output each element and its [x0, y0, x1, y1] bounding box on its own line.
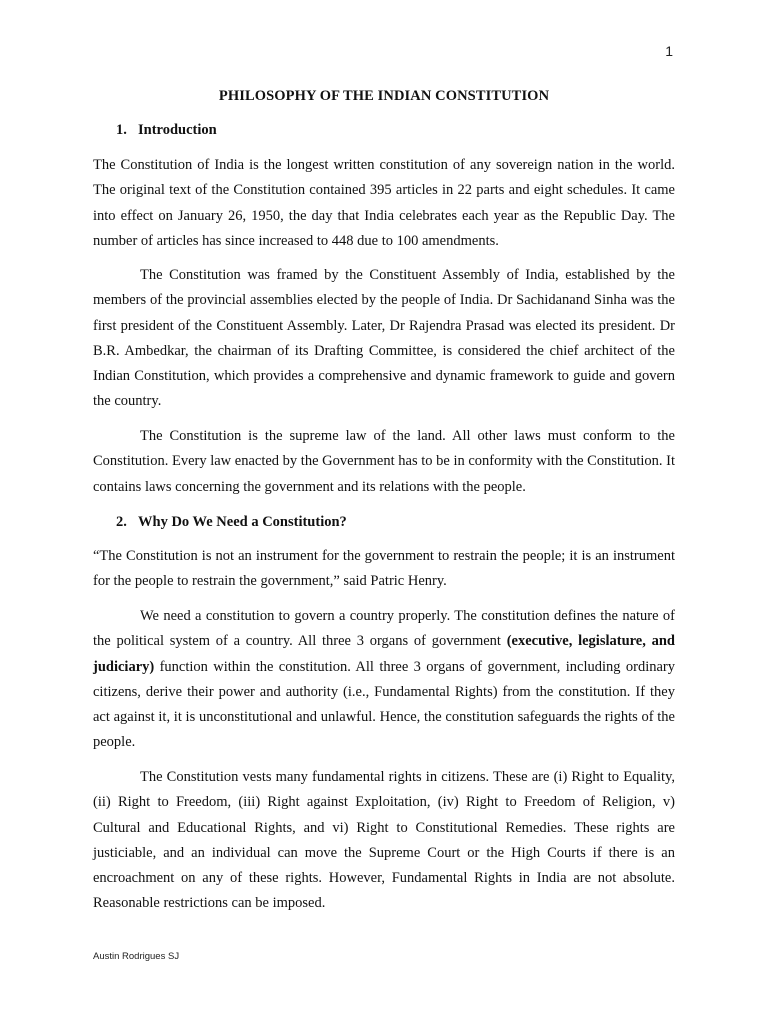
document-title: PHILOSOPHY OF THE INDIAN CONSTITUTION [218, 88, 550, 104]
page-number: 1 [665, 43, 673, 59]
section-number: 1. [116, 122, 127, 138]
section-heading-text: Introduction [138, 122, 217, 138]
footer-author: Austin Rodrigues SJ [93, 951, 180, 962]
paragraph-text: We need a constitution to govern a country properly. The constitution defines the nature of the political system of a country. All three 3 organs of government [93, 608, 675, 650]
quote-paragraph: “The Constitution is not an instrument for the government to restrain the people; it is an instrument for the people to restrain the government,” said Patric Henry. [93, 548, 675, 590]
section-heading-introduction [116, 122, 217, 139]
section-heading-why-constitution [116, 514, 347, 531]
paragraph: The Constitution of India is the longest written constitution of any sovereign nation in the world. The original text of the Constitution contained 395 articles in 22 parts and eight schedules. It came into effect on January 26, 1950, the day that India celebrates each year as the Republic Day. The number of articles has since increased to 448 due to 100 amendments. [93, 157, 675, 249]
paragraph: The Constitution is the supreme law of the land. All other laws must conform to the Constitution. Every law enacted by the Government has to be in conformity with the Constitution. It contains laws concerning the government and its relations with the people. [93, 428, 675, 495]
paragraph: The Constitution vests many fundamental rights in citizens. These are (i) Right to Equality, (ii) Right to Freedom, (iii) Right against Exploitation, (iv) Right to Freedom of Religion, v) Cultural and Educational Rights, and vi) Right to Constitutional Remedies. These rights are justiciable, and an individual can move the Supreme Court or the High Courts if there is an encroachment on any of these rights. However, Fundamental Rights in India are not absolute. Reasonable restrictions can be imposed. [93, 769, 675, 912]
paragraph-text: function within the constitution. All three 3 organs of government, including ordinary citizens, derive their power and authority (i.e., Fundamental Rights) from the constitution. If they act against it, it is unconstitutional and unlawful. Hence, the constitution safeguards the rights of the people. [93, 658, 675, 751]
bold-emphasis: (executive, legislature, and judiciary) [93, 633, 675, 675]
paragraph [93, 604, 675, 756]
paragraph: The Constitution was framed by the Constituent Assembly of India, established by the members of the provincial assemblies elected by the people of India. Dr Sachidanand Sinha was the first president of the Constituent Assembly. Later, Dr Rajendra Prasad was elected its president. Dr B.R. Ambedkar, the chairman of its Drafting Committee, is considered the chief architect of the Indian Constitution, which provides a comprehensive and dynamic framework to guide and govern the country. [93, 267, 675, 410]
section-number: 2. [116, 514, 127, 530]
section-heading-text: Why Do We Need a Constitution? [138, 514, 347, 530]
